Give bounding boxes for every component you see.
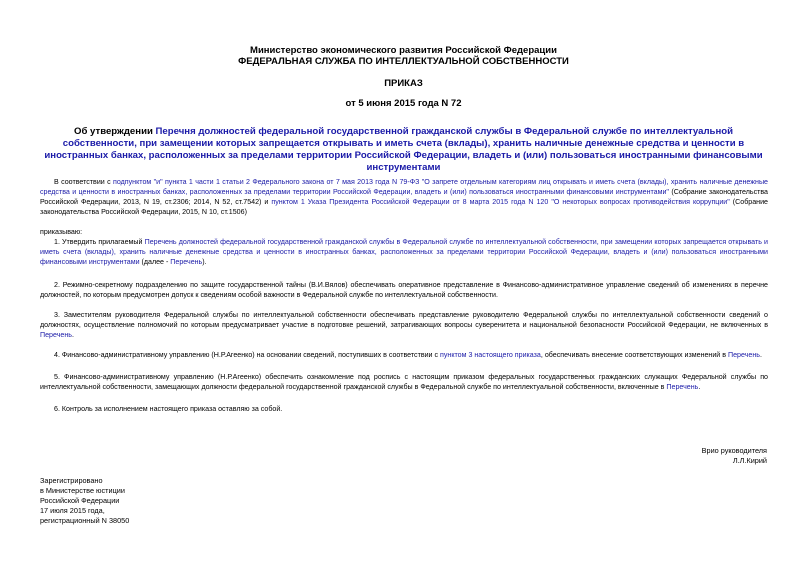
registration-line-5: регистрационный N 38050 — [40, 516, 130, 525]
document-title — [40, 126, 767, 174]
document-date: от 5 июня 2015 года N 72 — [345, 98, 462, 109]
registration-block — [40, 476, 129, 526]
presidential-decree-link[interactable]: пунктом 1 Указа Президента Российской Федерации от 8 марта 2015 года N 120 "О некоторых вопросах противодействия коррупции" — [271, 198, 730, 206]
item-5-text-1: 5. Финансово-административному управлению (Н.Р.Агеенко) обеспечить ознакомление под роспись с настоящим приказом федеральных государственных гражданских служащих Федеральной службы по интеллектуальной собственности, замещающих должности федеральной государственной гражданской службы в Федеральной службе по интеллектуальной собственности, включенные в — [40, 373, 768, 391]
order-item-4 — [40, 350, 768, 360]
order-item-6 — [40, 404, 768, 414]
item-3-text-2: . — [71, 331, 74, 339]
signer-name: Л.Л.Кирий — [732, 456, 767, 465]
item-4-text-1: 4. Финансово-административному управлению (Н.Р.Агеенко) на основании сведений, поступивших в соответствии с — [54, 351, 441, 359]
title-list-link[interactable]: Перечня должностей федеральной государственной гражданской службы в Федеральной службе по интеллектуальной собственности, при замещении которых запрещается открывать и иметь счета (вклады), хранить наличные денежные средства и ценности в иностранных банках, расположенных за пределами территории Российской Федерации, владеть и (или) пользоваться иностранными финансовыми инструментами — [44, 126, 763, 173]
preamble-text-2: (Собрание законодательства Российской Федерации, 2013, N 19, ст.2306; 2014, N 52, ст.7542) и — [40, 188, 769, 206]
federal-law-link[interactable]: подпунктом "и" пункта 1 части 1 статьи 2 Федерального закона от 7 мая 2013 года N 79-ФЗ "О запрете отдельным категориям лиц открывать и иметь счета (вклады), хранить наличные денежные средства и ценности в иностранных банках, расположенных за пределами территории Российской Федерации, владеть и (или) пользоваться иностранными финансовыми инструментами" — [40, 178, 768, 196]
order-word: приказываю: — [40, 228, 83, 236]
item-1-text-3: ). — [202, 258, 207, 266]
order-item-5 — [40, 372, 768, 392]
order-item-1 — [40, 237, 768, 267]
list-link[interactable]: Перечень — [727, 351, 760, 359]
item-5-text-2: . — [698, 383, 701, 391]
ministry-name: Министерство экономического развития Российской Федерации — [250, 45, 557, 56]
registration-line-3: Российской Федерации — [40, 496, 120, 505]
list-link[interactable]: Перечень — [666, 383, 699, 391]
service-name: ФЕДЕРАЛЬНАЯ СЛУЖБА ПО ИНТЕЛЛЕКТУАЛЬНОЙ СОБСТВЕННОСТИ — [238, 56, 569, 67]
preamble — [40, 177, 768, 217]
item-6-text: 6. Контроль за исполнением настоящего приказа оставляю за собой. — [54, 405, 283, 413]
clause-3-link[interactable]: пунктом 3 настоящего приказа — [440, 351, 541, 359]
title-prefix: Об утверждении — [74, 126, 156, 137]
order-item-3 — [40, 310, 768, 340]
item-1-text-2: (далее - — [139, 258, 171, 266]
registration-line-4: 17 июля 2015 года, — [40, 506, 105, 515]
item-1-text-1: 1. Утвердить прилагаемый — [54, 238, 145, 246]
list-short-link[interactable]: Перечень — [170, 258, 203, 266]
order-item-2 — [40, 280, 768, 300]
registration-line-1: Зарегистрировано — [40, 476, 103, 485]
preamble-text-3: (Собрание законодательства Российской Федерации, 2015, N 10, ст.1506) — [40, 198, 769, 216]
item-4-text-2: , обеспечивать внесение соответствующих изменений в — [540, 351, 728, 359]
signer-position: Врио руководителя — [701, 446, 767, 455]
item-4-text-3: . — [759, 351, 762, 359]
document-type: ПРИКАЗ — [384, 78, 423, 89]
item-2-text: 2. Режимно-секретному подразделению по защите государственной тайны (В.И.Вялов) обеспечивать оперативное представление в Финансово-административное управление сведений об изменениях в перечне должностей, по которым предусмотрен допуск к сведениям особой важности в Федеральной службе по интеллектуальной собственности. — [40, 281, 768, 299]
registration-line-2: в Министерстве юстиции — [40, 486, 125, 495]
list-link[interactable]: Перечень должностей федеральной государственной гражданской службы в Федеральной службе по интеллектуальной собственности, при замещении которых запрещается открывать и иметь счета (вклады), хранить наличные денежные средства и ценности в иностранных банках, расположенных за пределами территории Российской Федерации, владеть и (или) пользоваться иностранными финансовыми инструментами — [40, 238, 769, 266]
preamble-text-1: В соответствии с — [54, 178, 114, 186]
item-3-text-1: 3. Заместителям руководителя Федеральной службы по интеллектуальной собственности обеспечивать представление руководителю Федеральной службы по интеллектуальной собственности сведений о должностях, осуществление полномочий по которым предусматривает участие в подготовке решений, затрагивающих вопросы суверенитета и национальной безопасности Российской Федерации, не включенных в — [40, 311, 768, 329]
list-link[interactable]: Перечень — [40, 331, 72, 339]
